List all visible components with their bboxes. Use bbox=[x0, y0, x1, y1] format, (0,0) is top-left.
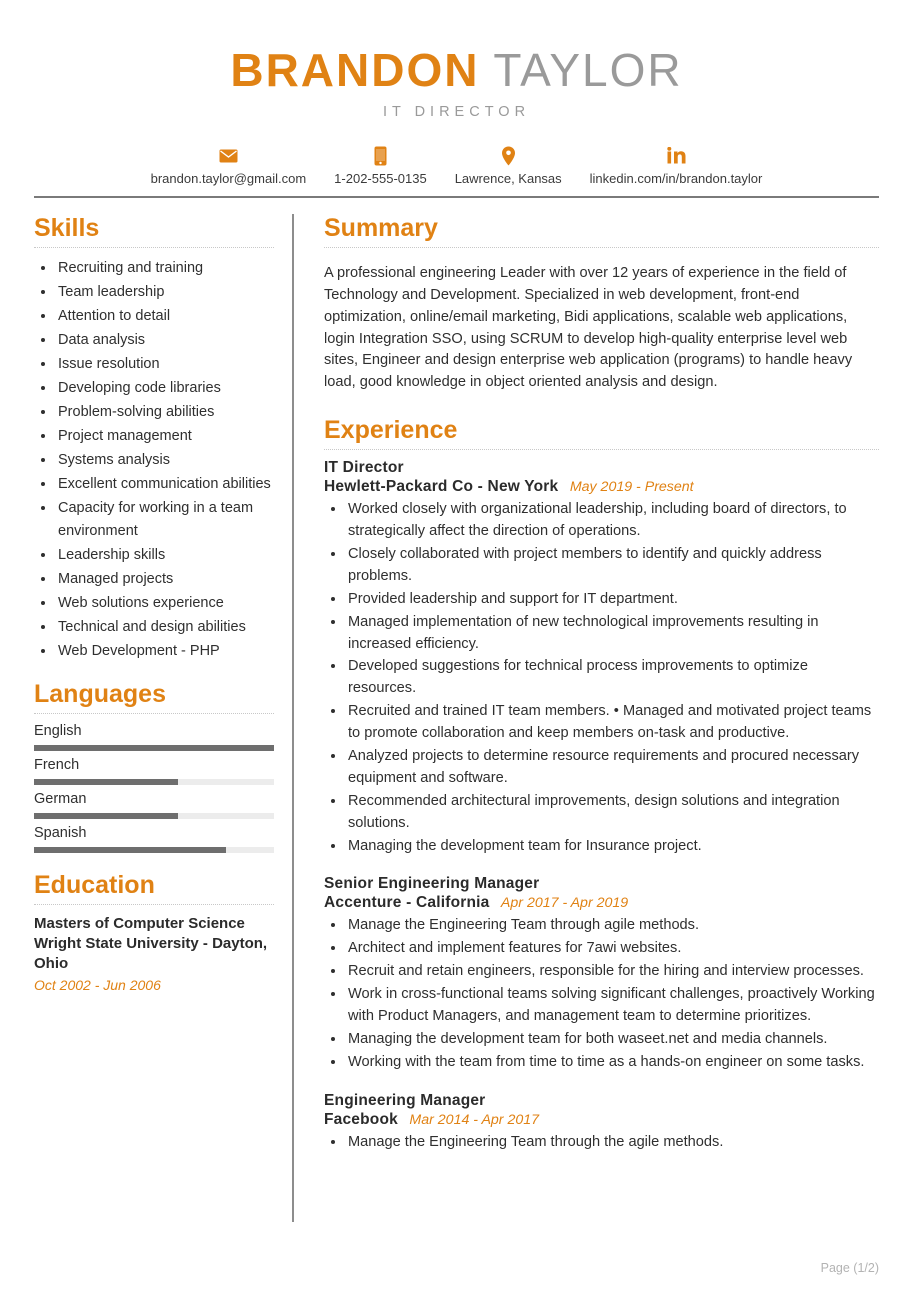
email-icon bbox=[219, 146, 238, 166]
list-item: • Web solutions experience bbox=[56, 592, 274, 616]
list-item: • Team leadership bbox=[56, 281, 274, 305]
job-bullets bbox=[324, 915, 879, 1073]
list-item: • Problem-solving abilities bbox=[56, 401, 274, 425]
candidate-job-title: IT DIRECTOR bbox=[382, 104, 531, 121]
job-bullets bbox=[324, 499, 879, 857]
list-item: • Systems analysis bbox=[56, 449, 274, 473]
resume-header bbox=[34, 0, 879, 198]
list-item: • Manage the Engineering Team through agile methods. bbox=[346, 915, 879, 937]
contact-email-text: brandon.taylor@gmail.com bbox=[150, 171, 307, 187]
list-item: • Capacity for working in a team environment bbox=[56, 497, 274, 545]
last-name: TAYLOR bbox=[493, 44, 683, 96]
education-section bbox=[34, 871, 274, 993]
list-item: • Analyzed projects to determine resource requirements and procured necessary equipment and software. bbox=[346, 746, 879, 790]
list-item: • Recommended architectural improvements, design solutions and integration solutions. bbox=[346, 791, 879, 835]
languages-rule bbox=[34, 713, 274, 714]
job-company: Hewlett-Packard Co - New York bbox=[324, 478, 559, 496]
skills-section bbox=[34, 214, 274, 664]
list-item: • Provided leadership and support for IT department. bbox=[346, 589, 879, 611]
contact-linkedin[interactable] bbox=[576, 146, 777, 186]
contact-location bbox=[441, 146, 576, 186]
experience-item bbox=[324, 459, 879, 857]
experience-section bbox=[324, 416, 879, 1153]
list-item: • Recruited and trained IT team members. • Managed and motivated project teams to promote collaboration and keep members on-task and productive. bbox=[346, 701, 879, 745]
contact-linkedin-text: linkedin.com/in/brandon.taylor bbox=[589, 171, 763, 187]
header-divider bbox=[34, 196, 879, 198]
job-role: Senior Engineering Manager bbox=[324, 875, 540, 893]
list-item: • Excellent communication abilities bbox=[56, 473, 274, 497]
phone-icon bbox=[374, 146, 387, 166]
contact-phone bbox=[320, 146, 441, 186]
summary-title: Summary bbox=[324, 214, 438, 243]
list-item: • Closely collaborated with project members to identify and quickly address problems. bbox=[346, 544, 879, 588]
list-item: • Managed implementation of new technological improvements resulting in increased efficiency. bbox=[346, 612, 879, 656]
experience-rule bbox=[324, 449, 879, 450]
list-item: • Leadership skills bbox=[56, 544, 274, 568]
education-date: Oct 2002 - Jun 2006 bbox=[34, 976, 161, 993]
list-item: • Worked closely with organizational leadership, including board of directors, to strategically affect the direction of operations. bbox=[346, 499, 879, 543]
job-role: IT Director bbox=[324, 459, 404, 477]
resume-body bbox=[34, 214, 879, 1222]
language-item bbox=[34, 723, 274, 751]
language-level-bar bbox=[34, 847, 274, 853]
job-role: Engineering Manager bbox=[324, 1091, 486, 1109]
experience-item bbox=[324, 875, 879, 1073]
list-item: • Technical and design abilities bbox=[56, 616, 274, 640]
language-name: English bbox=[34, 722, 82, 739]
list-item: • Managing the development team for Insurance project. bbox=[346, 836, 879, 858]
list-item: • Attention to detail bbox=[56, 305, 274, 329]
job-bullets bbox=[324, 1132, 879, 1154]
education-degree: Masters of Computer Science bbox=[34, 914, 245, 932]
contact-phone-text: 1-202-555-0135 bbox=[334, 171, 427, 187]
job-company: Accenture - California bbox=[324, 894, 490, 912]
language-item bbox=[34, 791, 274, 819]
languages-section bbox=[34, 680, 274, 853]
list-item: • Project management bbox=[56, 425, 274, 449]
languages-title: Languages bbox=[34, 679, 166, 708]
language-item bbox=[34, 757, 274, 785]
list-item: • Architect and implement features for 7awi websites. bbox=[346, 938, 879, 960]
job-date: Mar 2014 - Apr 2017 bbox=[409, 1111, 540, 1128]
skills-list bbox=[34, 257, 274, 664]
list-item: • Issue resolution bbox=[56, 353, 274, 377]
experience-title: Experience bbox=[324, 416, 458, 445]
language-level-bar bbox=[34, 779, 274, 785]
job-company-line bbox=[324, 1111, 879, 1129]
language-name: German bbox=[34, 790, 87, 807]
skills-rule bbox=[34, 247, 274, 248]
education-title: Education bbox=[34, 870, 155, 899]
job-company: Facebook bbox=[324, 1110, 398, 1128]
job-company-line bbox=[324, 894, 879, 912]
job-date: Apr 2017 - Apr 2019 bbox=[500, 895, 629, 912]
sidebar bbox=[34, 214, 292, 1222]
list-item: • Developing code libraries bbox=[56, 377, 274, 401]
page-number: Page (1/2) bbox=[820, 1261, 879, 1275]
list-item: • Developed suggestions for technical process improvements to optimize resources. bbox=[346, 656, 879, 700]
list-item: • Manage the Engineering Team through the agile methods. bbox=[346, 1132, 879, 1154]
list-item: • Recruiting and training bbox=[56, 257, 274, 281]
experience-item bbox=[324, 1092, 879, 1154]
job-date: May 2019 - Present bbox=[569, 479, 694, 496]
list-item: • Data analysis bbox=[56, 329, 274, 353]
list-item: • Managed projects bbox=[56, 568, 274, 592]
language-item bbox=[34, 825, 274, 853]
list-item: • Recruit and retain engineers, responsible for the hiring and interview processes. bbox=[346, 961, 879, 983]
contact-row bbox=[34, 146, 879, 186]
list-item: • Work in cross-functional teams solving significant challenges, proactively Working with Product Managers, and management team to determine prioritizes. bbox=[346, 984, 879, 1028]
language-name: French bbox=[34, 756, 80, 773]
linkedin-icon bbox=[667, 146, 686, 166]
summary-text: A professional engineering Leader with over 12 years of experience in the field of Technology and Development. Specialized in web development, front-end optimization, online/email marketing, Bidi applications, scalable web applications, login Integration SSO, using SCRUM to develop high-quality enterprise level web sites, Engineer and design enterprise web application (programs) to handle heavy load, good knowledge in object oriented analysis and design. bbox=[324, 264, 853, 391]
language-name: Spanish bbox=[34, 824, 87, 841]
candidate-name bbox=[34, 46, 879, 94]
contact-location-text: Lawrence, Kansas bbox=[454, 171, 562, 187]
summary-rule bbox=[324, 247, 879, 248]
education-rule bbox=[34, 904, 274, 905]
first-name: BRANDON bbox=[230, 44, 480, 96]
summary-section bbox=[324, 214, 879, 394]
location-pin-icon bbox=[501, 146, 516, 166]
list-item: • Web Development - PHP bbox=[56, 640, 274, 664]
job-company-line bbox=[324, 478, 879, 496]
language-level-bar bbox=[34, 745, 274, 751]
contact-email bbox=[137, 146, 321, 186]
list-item: • Working with the team from time to time as a hands-on engineer on some tasks. bbox=[346, 1052, 879, 1074]
main-content bbox=[294, 214, 879, 1222]
list-item: • Managing the development team for both waseet.net and media channels. bbox=[346, 1029, 879, 1051]
language-level-bar bbox=[34, 813, 274, 819]
skills-title: Skills bbox=[34, 214, 100, 243]
education-school: Wright State University - Dayton, Ohio bbox=[34, 935, 268, 973]
